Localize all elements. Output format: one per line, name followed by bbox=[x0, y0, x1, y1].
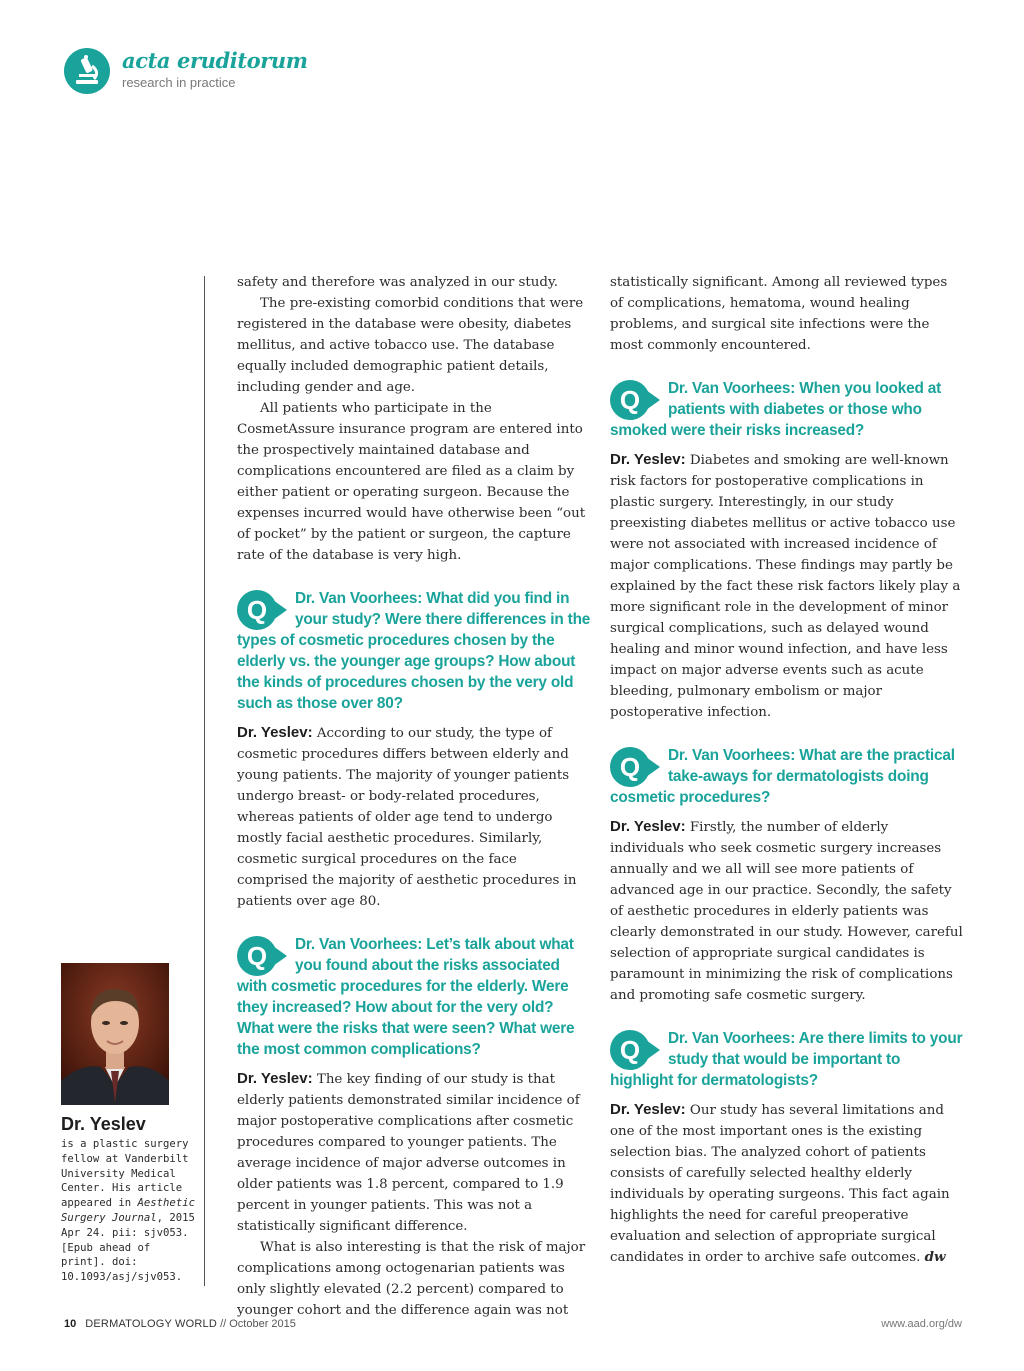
question-badge-icon bbox=[610, 1030, 662, 1070]
author-photo bbox=[61, 963, 169, 1105]
question-text: Dr. Van Voorhees: What are the practical take-aways for dermatologists doing cosmetic procedures? bbox=[610, 747, 955, 806]
paragraph: The pre-existing comorbid conditions that were registered in the database were obesity, diabetes mellitus, and active tobacco use. The database equally included demographic patient details, including gender and age. bbox=[237, 296, 584, 395]
question-text: Dr. Van Voorhees: Let’s talk about what you found about the risks associated with cosmetic procedures for the elderly. Were they increased? How about for the very old? What were the risks that were seen? What were the most common complications? bbox=[237, 936, 575, 1058]
magazine-name: DERMATOLOGY WORLD bbox=[85, 1318, 218, 1330]
website-link[interactable]: www.aad.org/dw bbox=[881, 1318, 962, 1330]
speaker-label: Dr. Yeslev: bbox=[610, 818, 686, 835]
svg-text:Q: Q bbox=[619, 385, 641, 415]
paragraph: statistically significant. Among all reviewed types of complications, hematoma, wound healing problems, and surgical site infections were the most commonly encountered. bbox=[610, 275, 948, 353]
speaker-label: Dr. Yeslev: bbox=[610, 451, 686, 468]
page-number: 10 bbox=[64, 1318, 77, 1330]
page-footer bbox=[64, 1318, 962, 1334]
issue-date: // October 2015 bbox=[217, 1318, 296, 1330]
section-subtitle: research in practice bbox=[122, 75, 236, 90]
question-badge-icon bbox=[610, 380, 662, 420]
speaker-label: Dr. Yeslev: bbox=[237, 724, 313, 741]
section-title: acta eruditorum bbox=[122, 48, 308, 73]
svg-text:Q: Q bbox=[246, 595, 268, 625]
question-block bbox=[610, 745, 964, 808]
question-badge-icon bbox=[237, 936, 289, 976]
question-block bbox=[610, 1028, 964, 1091]
svg-text:Q: Q bbox=[619, 752, 641, 782]
question-text: Dr. Van Voorhees: What did you find in your study? Were there differences in the types of cosmetic procedures chosen by the elderly vs. the younger age groups? How about the kinds of procedures chosen by the very old such as those over 80? bbox=[237, 590, 591, 712]
question-block bbox=[237, 934, 591, 1060]
svg-text:Q: Q bbox=[246, 941, 268, 971]
answer-paragraph: Dr. Yeslev: According to our study, the type of cosmetic procedures differs between elderly and young patients. The majority of younger patients undergo breast- or body-related procedures, whereas patients of older age tend to undergo mostly facial aesthetic procedures. Similarly, cosmetic surgical procedures on the face comprised the majority of aesthetic procedures in patients over age 80. bbox=[237, 724, 577, 909]
column-divider bbox=[204, 276, 205, 1286]
question-block bbox=[237, 588, 591, 714]
svg-text:Q: Q bbox=[619, 1035, 641, 1065]
end-mark: dw bbox=[924, 1249, 946, 1265]
microscope-icon bbox=[64, 48, 110, 94]
question-text: Dr. Van Voorhees: Are there limits to your study that would be important to highlight for dermatologists? bbox=[610, 1030, 963, 1089]
answer-paragraph: Dr. Yeslev: Firstly, the number of elderly individuals who seek cosmetic surgery increases annually and we all will see more patients of advanced age in our practice. Secondly, the safety of aesthetic procedures in elderly patients was clearly demonstrated in our study. However, careful selection of appropriate surgical candidates is paramount in minimizing the risk of complications and promoting safe cosmetic surgery. bbox=[610, 818, 963, 1003]
paragraph: safety and therefore was analyzed in our study. bbox=[237, 275, 559, 290]
logo-badge bbox=[64, 48, 110, 94]
paragraph: What is also interesting is that the risk of major complications among octogenarian patients was only slightly elevated (2.2 percent) compared to younger cohort and the difference again was not bbox=[237, 1240, 586, 1318]
speaker-label: Dr. Yeslev: bbox=[610, 1101, 686, 1118]
journal-name: Aesthetic Surgery Journal bbox=[61, 1197, 195, 1224]
column-2 bbox=[610, 272, 964, 1268]
answer-paragraph: Dr. Yeslev: The key finding of our study is that elderly patients demonstrated similar incidence of major postoperative complications after cosmetic procedures compared to younger patients. The average incidence of major adverse outcomes in older patients was 1.8 percent, compared to 1.9 percent in younger patients. This was not a statistically significant difference. bbox=[237, 1070, 580, 1234]
question-badge-icon bbox=[610, 747, 662, 787]
question-text: Dr. Van Voorhees: When you looked at patients with diabetes or those who smoked were their risks increased? bbox=[610, 380, 942, 439]
question-badge-icon bbox=[237, 590, 289, 630]
author-bio: is a plastic surgery fellow at Vanderbilt University Medical Center. His article appeared in Aesthetic Surgery Journal, 2015 Apr 24. pii: sjv053. [Epub ahead of print]. doi: 10.1093/asj/sjv053. bbox=[61, 1138, 195, 1284]
author-sidebar bbox=[61, 963, 196, 1285]
author-name: Dr. Yeslev bbox=[61, 1114, 146, 1134]
answer-paragraph: Dr. Yeslev: Our study has several limitations and one of the most important ones is the existing selection bias. The analyzed cohort of patients consists of carefully selected healthy elderly individuals by operating surgeons. This fact again highlights the need for careful preoperative evaluation and selection of appropriate surgical candidates in order to archive safe outcomes. dw bbox=[610, 1101, 950, 1265]
speaker-label: Dr. Yeslev: bbox=[237, 1070, 313, 1087]
column-1 bbox=[237, 272, 591, 1321]
question-block bbox=[610, 378, 964, 441]
paragraph: All patients who participate in the CosmetAssure insurance program are entered into the prospectively maintained database and complications encountered are filed as a claim by either patient or operating surgeon. Because the expenses incurred would have otherwise been “out of pocket” by the patient or surgeon, the capture rate of the database is very high. bbox=[237, 401, 586, 563]
answer-paragraph: Dr. Yeslev: Diabetes and smoking are well-known risk factors for postoperative complications in plastic surgery. Interestingly, in our study preexisting diabetes mellitus or active tobacco use were not associated with increased incidence of major complications. These findings may partly be explained by the fact these risk factors likely play a more significant role in the development of minor surgical complications, such as delayed wound healing and minor wound infection, and have less impact on major adverse events such as acute bleeding, pulmonary embolism or major postoperative infection. bbox=[610, 451, 961, 720]
